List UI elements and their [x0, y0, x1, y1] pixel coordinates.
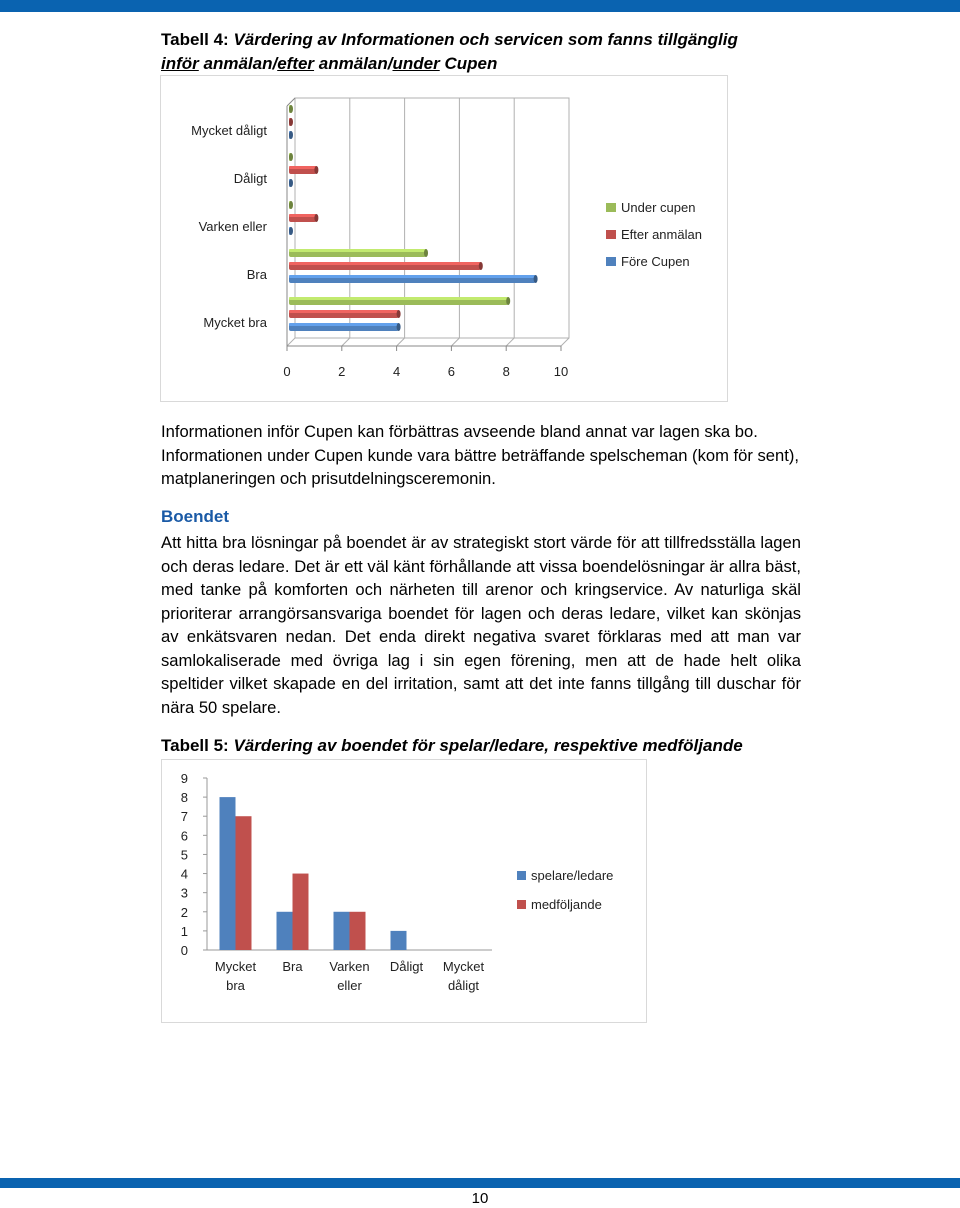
chart1-x-tick-label: 10: [553, 364, 569, 379]
chart1-x-tick-label: 8: [502, 364, 510, 379]
chart2-y-tick-label: 6: [180, 828, 188, 844]
chart2-bar: [236, 816, 252, 950]
chart1-bar-end: [289, 105, 293, 113]
chart1-bar: [289, 105, 293, 113]
chart-information: [160, 75, 728, 402]
chart1-grid-diag: [342, 338, 350, 346]
title-infor: inför: [161, 54, 199, 73]
chart1-bar-end: [424, 249, 428, 257]
chart1-bar-end: [397, 323, 401, 331]
chart1-bar: [289, 153, 293, 161]
chart1-legend-swatch: [606, 257, 616, 266]
chart1-bar-highlight: [289, 323, 399, 326]
chart1-grid-diag: [451, 338, 459, 346]
chart1-bar-end: [314, 214, 318, 222]
chart-boendet: [161, 759, 647, 1023]
chart1-x-tick-label: 4: [392, 364, 401, 379]
table5-title: Värdering av boendet för spelar/ledare, respektive medföljande: [233, 736, 743, 755]
chart1-bar-highlight: [289, 297, 508, 300]
title-part: Cupen: [439, 54, 498, 73]
table5-caption: [161, 734, 743, 758]
chart1-bar: [289, 131, 293, 139]
chart2-y-tick-label: 4: [180, 866, 188, 882]
chart2-y-tick-label: 9: [180, 771, 188, 786]
chart1-legend-label: Före Cupen: [621, 254, 690, 269]
chart1-x-tick-label: 2: [338, 364, 346, 379]
chart2-legend-label: medföljande: [531, 897, 602, 912]
chart1-category-label: Mycket dåligt: [191, 123, 267, 138]
chart2-bar: [350, 912, 366, 950]
chart1-bar-highlight: [289, 166, 316, 169]
chart1-grid-diag: [287, 338, 295, 346]
chart1-legend-label: Efter anmälan: [621, 227, 702, 242]
chart1-bar-end: [289, 118, 293, 126]
chart1-bar-highlight: [289, 275, 536, 278]
chart2-legend-label: spelare/ledare: [531, 868, 614, 883]
chart1-bar: [289, 227, 293, 235]
chart1-bar-end: [479, 262, 483, 270]
chart2-y-tick-label: 0: [180, 943, 188, 958]
chart1-bar-highlight: [289, 214, 316, 217]
chart2-legend-swatch: [517, 871, 526, 880]
chart1-bar-end: [289, 131, 293, 139]
chart2-y-tick-label: 1: [180, 923, 188, 939]
title-part: anmälan/: [198, 54, 278, 73]
chart2-y-tick-label: 3: [180, 885, 188, 901]
chart1-bar: [289, 297, 510, 305]
top-blue-bar: [0, 0, 960, 12]
chart2-category-label: Bra: [282, 959, 303, 974]
chart1-bar: [289, 166, 318, 174]
chart1-bar-end: [314, 166, 318, 174]
chart2-y-tick-label: 5: [180, 847, 188, 863]
chart2-category-label: eller: [337, 978, 362, 993]
chart1-legend-label: Under cupen: [621, 200, 696, 215]
chart2-category-label: Mycket: [442, 959, 485, 974]
chart1-category-label: Dåligt: [233, 171, 267, 186]
paragraph-information: Informationen inför Cupen kan förbättras avseende bland annat var lagen ska bo. Informationen under Cupen kunde vara bättre beträffande spelscheman (kom för sent), matplaneringen och prisutdelningsceremonin.: [161, 422, 800, 488]
chart1-bar: [289, 249, 428, 257]
title-under: under: [392, 54, 440, 73]
chart1-legend-swatch: [606, 230, 616, 239]
chart1-category-label: Bra: [246, 267, 267, 282]
bottom-blue-bar: [0, 1178, 960, 1188]
chart2-category-label: Dåligt: [389, 959, 424, 974]
chart1-bar: [289, 323, 401, 331]
section-heading-boendet: Boendet: [161, 507, 229, 526]
chart2-bar: [277, 912, 293, 950]
chart2-y-tick-label: 8: [180, 790, 188, 806]
chart1-bar: [289, 275, 538, 283]
chart1-legend-swatch: [606, 203, 616, 212]
chart1-grid-diag: [561, 338, 569, 346]
chart1-bar-end: [506, 297, 510, 305]
chart1-bar-end: [289, 201, 293, 209]
chart1-bar: [289, 262, 483, 270]
chart1-bar-end: [534, 275, 538, 283]
chart2-y-tick-label: 2: [180, 904, 188, 920]
paragraph-boendet: Att hitta bra lösningar på boendet är av strategiskt stort värde för att tillfredsställa lagen och deras ledare. Det är ett väl känt förhållande att vissa boendelösningar är allra bäst, med tanke på komforten och närheten till arenor och kringservice. Av naturliga skäl prioriterar arrangörsansvariga boendet för lagen och deras ledare, vilket kan skönjas av enkätsvaren nedan. Det enda direkt negativa svaret förklaras med att man var samlokaliserade med övriga lag i sin egen förening, men att de hade helt olika speltider vilket skapade en del irritation, samt att det inte fanns tillgång till duschar för nära 50 spelare.: [161, 533, 801, 717]
chart1-bar-highlight: [289, 310, 399, 313]
chart2-bar: [391, 931, 407, 950]
chart1-grid-diag: [397, 338, 405, 346]
chart2-bar: [293, 874, 309, 950]
chart2-category-label: bra: [226, 978, 245, 993]
chart2-category-label: Mycket: [214, 959, 257, 974]
chart2-bar: [220, 797, 236, 950]
chart1-bar-highlight: [289, 249, 426, 252]
chart1-bar-end: [289, 227, 293, 235]
table4-caption: [161, 28, 738, 76]
title-efter: efter: [277, 54, 315, 73]
chart2-y-tick-label: 7: [180, 809, 188, 825]
chart1-grid-diag: [506, 338, 514, 346]
table5-label: Tabell 5:: [161, 736, 229, 755]
chart1-bar: [289, 214, 318, 222]
chart2-category-label: dåligt: [447, 978, 480, 993]
title-part: anmälan/: [314, 54, 393, 73]
chart1-x-tick-label: 0: [283, 364, 291, 379]
chart1-category-label: Mycket bra: [203, 315, 267, 330]
chart1-x-tick-label: 6: [447, 364, 456, 379]
table4-label: Tabell 4:: [161, 30, 229, 49]
chart2-legend-swatch: [517, 900, 526, 909]
chart1-bar-highlight: [289, 262, 481, 265]
chart2-bar: [334, 912, 350, 950]
chart1-bar: [289, 201, 293, 209]
page-number: 10: [471, 1190, 489, 1207]
chart2-category-label: Varken: [329, 959, 370, 974]
table4-title: Värdering av Informationen och servicen som fanns tillgänglig: [233, 30, 738, 49]
chart1-bar-end: [289, 153, 293, 161]
chart1-bar-end: [289, 179, 293, 187]
chart1-bar: [289, 118, 293, 126]
chart1-bar: [289, 310, 401, 318]
chart1-axis-depth: [287, 98, 295, 106]
chart1-bar: [289, 179, 293, 187]
chart1-category-label: Varken eller: [198, 219, 267, 234]
chart1-bar-end: [397, 310, 401, 318]
